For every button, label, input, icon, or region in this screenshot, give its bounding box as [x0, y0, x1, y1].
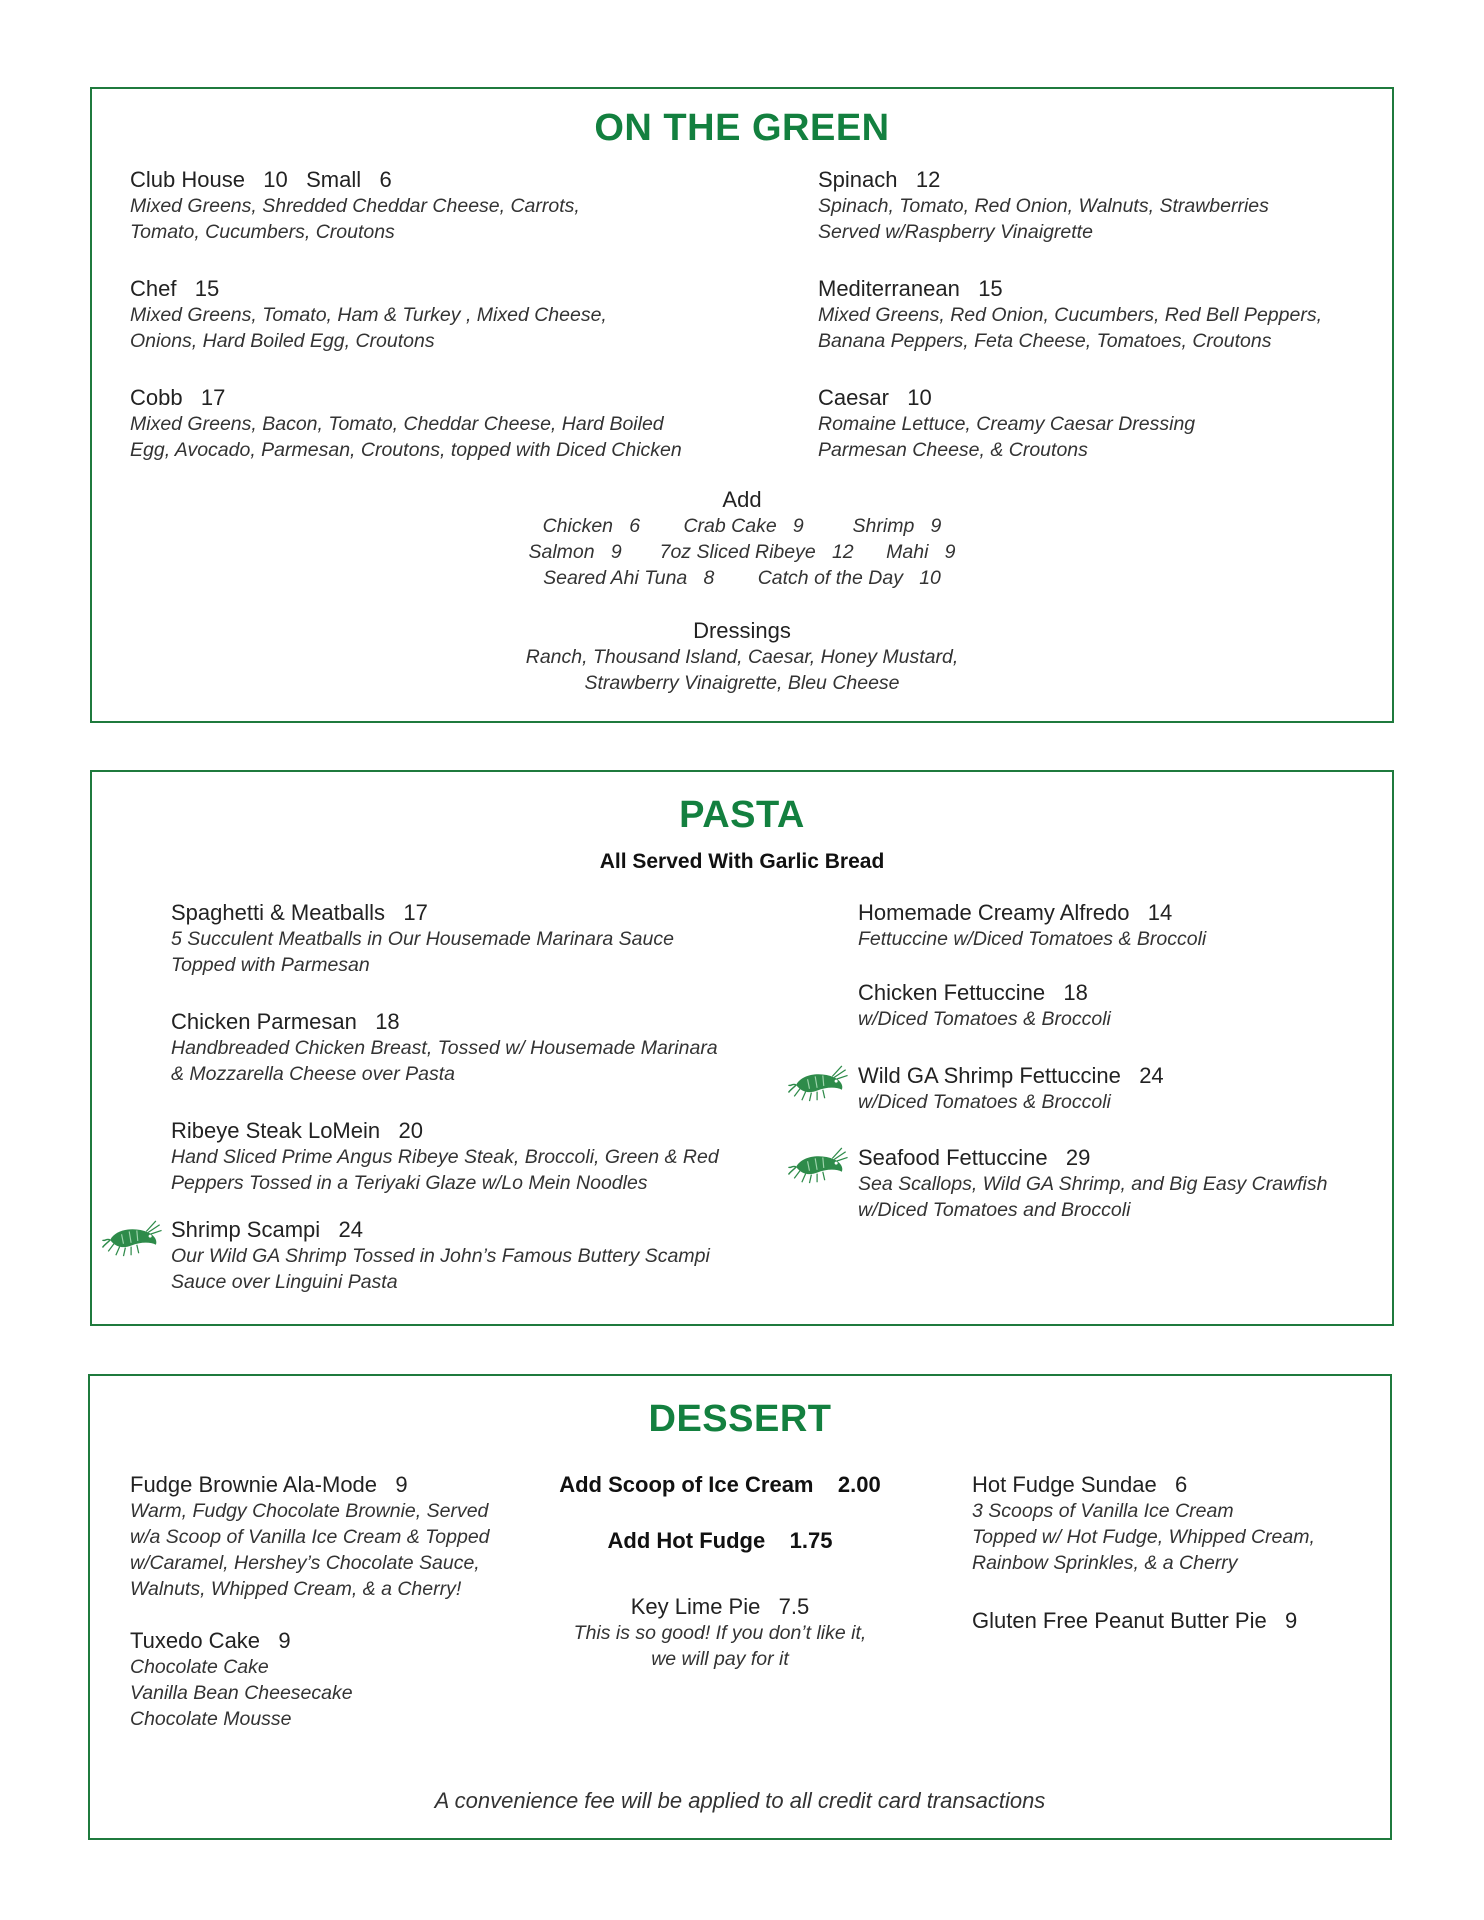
item-description: Our Wild GA Shrimp Tossed in John’s Famous Buttery Scampi Sauce over Linguini Pasta [171, 1245, 710, 1293]
item-name: Key Lime Pie 7.5 [630, 1594, 810, 1619]
menu-item [818, 276, 1322, 354]
footer-note: A convenience fee will be applied to all credit card transactions [434, 1788, 1046, 1813]
item-description: Mixed Greens, Tomato, Ham & Turkey , Mixed Cheese, Onions, Hard Boiled Egg, Croutons [130, 304, 607, 352]
item-name: Chicken Parmesan 18 [171, 1009, 400, 1034]
menu-item [130, 167, 580, 245]
add-ons [92, 487, 1392, 591]
item-description: Fettuccine w/Diced Tomatoes & Broccoli [858, 928, 1207, 950]
menu-item [858, 1063, 1164, 1115]
menu-item [130, 276, 607, 354]
dressings-list: Ranch, Thousand Island, Caesar, Honey Mustard, Strawberry Vinaigrette, Bleu Cheese [525, 646, 959, 694]
menu-item [171, 1217, 710, 1295]
menu-item [530, 1594, 910, 1672]
item-name: Chicken Fettuccine 18 [858, 980, 1088, 1005]
item-description: Hand Sliced Prime Angus Ribeye Steak, Broccoli, Green & Red Peppers Tossed in a Teriyaki Glaze w/Lo Mein Noodles [171, 1146, 719, 1194]
menu-item [171, 1009, 718, 1087]
dessert-section [88, 1374, 1392, 1840]
item-description: 5 Succulent Meatballs in Our Housemade Marinara Sauce Topped with Parmesan [171, 928, 674, 976]
item-name: Spinach 12 [818, 167, 941, 192]
item-description: w/Diced Tomatoes & Broccoli [858, 1091, 1111, 1113]
menu-item [972, 1608, 1297, 1634]
menu-item [171, 1118, 719, 1196]
item-description: 3 Scoops of Vanilla Ice Cream Topped w/ Hot Fudge, Whipped Cream, Rainbow Sprinkles, & a Cherry [972, 1500, 1315, 1574]
menu-item [130, 385, 682, 463]
dressings-heading: Dressings [693, 618, 791, 643]
section-title: ON THE GREEN [594, 107, 890, 149]
item-name: Shrimp Scampi 24 [171, 1217, 363, 1242]
dressings [92, 618, 1392, 696]
item-name: Tuxedo Cake 9 [130, 1628, 291, 1653]
menu-item [858, 900, 1206, 952]
pasta-section [90, 770, 1394, 1326]
add-hot-fudge: Add Hot Fudge 1.75 [607, 1528, 833, 1553]
item-name: Mediterranean 15 [818, 276, 1003, 301]
item-name: Ribeye Steak LoMein 20 [171, 1118, 423, 1143]
item-description: Mixed Greens, Shredded Cheddar Cheese, Carrots, Tomato, Cucumbers, Croutons [130, 195, 580, 243]
item-description: Handbreaded Chicken Breast, Tossed w/ Housemade Marinara & Mozzarella Cheese over Pasta [171, 1037, 718, 1085]
menu-item [171, 900, 674, 978]
item-name: Caesar 10 [818, 385, 932, 410]
section-subtitle: All Served With Garlic Bread [599, 850, 885, 873]
menu-item [818, 167, 1269, 245]
on-the-green-section [90, 87, 1394, 723]
item-name: Spaghetti & Meatballs 17 [171, 900, 428, 925]
item-description: Sea Scallops, Wild GA Shrimp, and Big Easy Crawfish w/Diced Tomatoes and Broccoli [858, 1173, 1328, 1221]
item-description: w/Diced Tomatoes & Broccoli [858, 1008, 1111, 1030]
add-heading: Add [722, 487, 762, 512]
item-description: Spinach, Tomato, Red Onion, Walnuts, Strawberries Served w/Raspberry Vinaigrette [818, 195, 1269, 243]
menu-item [130, 1472, 490, 1602]
item-name: Cobb 17 [130, 385, 226, 410]
item-name: Wild GA Shrimp Fettuccine 24 [858, 1063, 1164, 1088]
item-description: Chocolate Cake Vanilla Bean Cheesecake Chocolate Mousse [130, 1656, 353, 1730]
shrimp-icon [788, 1146, 850, 1186]
add-list: Chicken 6 Crab Cake 9 Shrimp 9 Salmon 9 7oz Sliced Ribeye 12 Mahi 9 Seared Ahi Tuna 8 Catch of the Day 10 [528, 515, 956, 589]
item-name: Homemade Creamy Alfredo 14 [858, 900, 1173, 925]
item-name: Chef 15 [130, 276, 220, 301]
item-name: Hot Fudge Sundae 6 [972, 1472, 1188, 1497]
menu-item [818, 385, 1195, 463]
item-name: Club House 10 Small 6 [130, 167, 392, 192]
shrimp-icon [102, 1219, 164, 1259]
item-description: Mixed Greens, Red Onion, Cucumbers, Red Bell Peppers, Banana Peppers, Feta Cheese, Tomatoes, Croutons [818, 304, 1322, 352]
item-description: Warm, Fudgy Chocolate Brownie, Served w/a Scoop of Vanilla Ice Cream & Topped w/Caramel, Hershey’s Chocolate Sauce, Walnuts, Whipped Cream, & a Cherry! [130, 1500, 490, 1600]
item-name: Fudge Brownie Ala-Mode 9 [130, 1472, 408, 1497]
item-name: Seafood Fettuccine 29 [858, 1145, 1091, 1170]
menu-item [130, 1628, 353, 1732]
add-ice-cream: Add Scoop of Ice Cream 2.00 [559, 1472, 881, 1497]
item-description: Romaine Lettuce, Creamy Caesar Dressing Parmesan Cheese, & Croutons [818, 413, 1196, 461]
shrimp-icon [788, 1064, 850, 1104]
menu-item [858, 980, 1111, 1032]
item-name: Gluten Free Peanut Butter Pie 9 [972, 1608, 1298, 1633]
item-description: Mixed Greens, Bacon, Tomato, Cheddar Cheese, Hard Boiled Egg, Avocado, Parmesan, Croutons, topped with Diced Chicken [130, 413, 682, 461]
item-description: This is so good! If you don’t like it, we will pay for it [573, 1622, 867, 1670]
menu-item [972, 1472, 1315, 1576]
section-title: PASTA [679, 794, 805, 836]
menu-item [858, 1145, 1327, 1223]
section-title: DESSERT [648, 1398, 832, 1440]
